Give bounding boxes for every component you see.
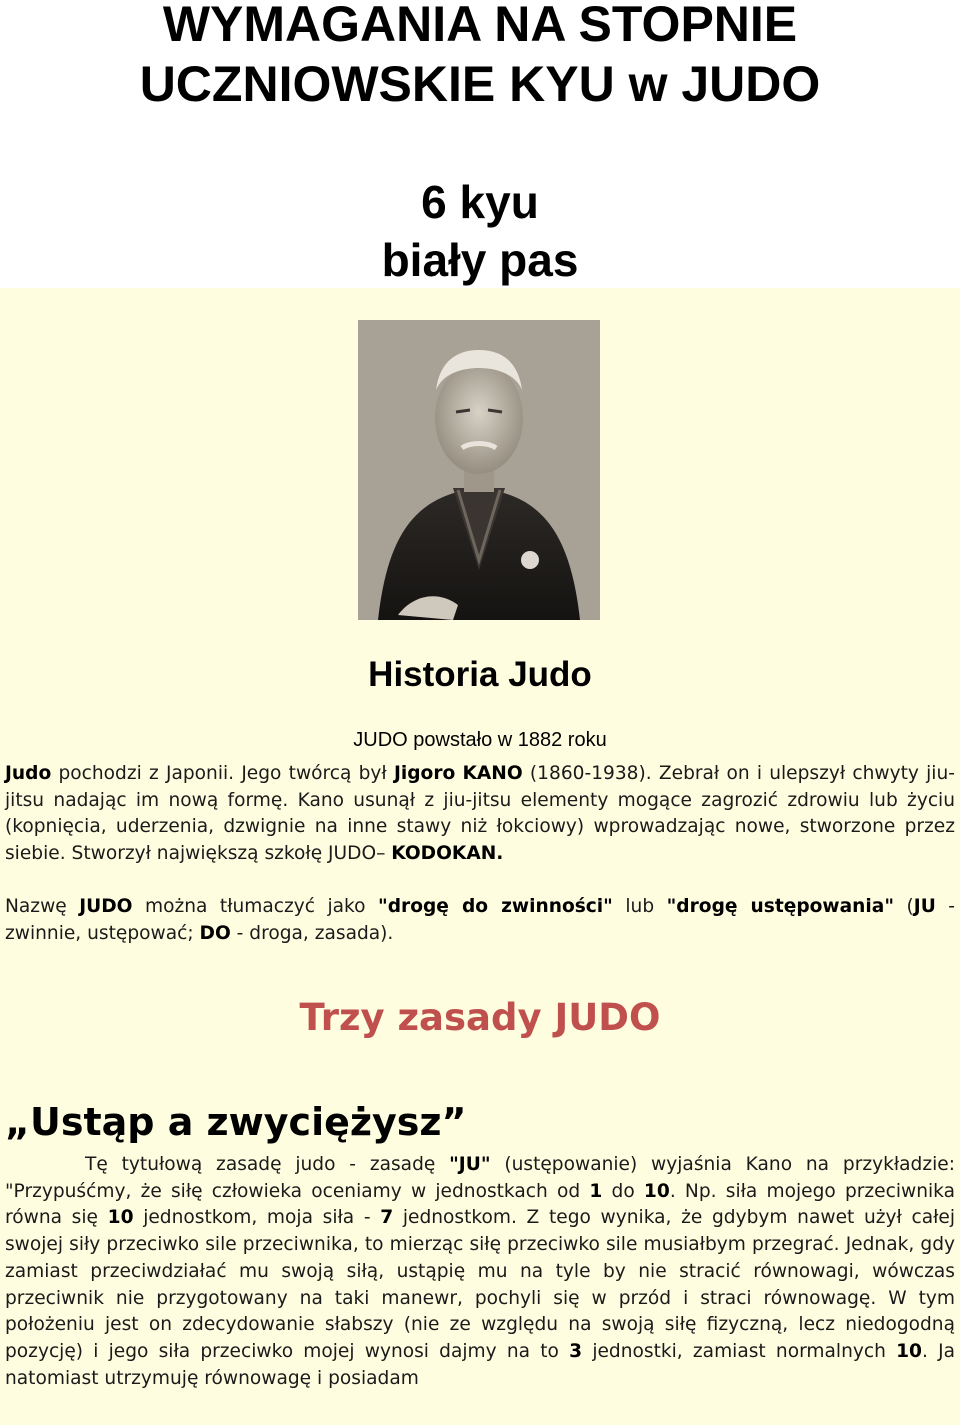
portrait-photo (358, 320, 600, 620)
bold-do: DO (199, 922, 231, 944)
bold-quote: "drogę ustępowania" (666, 896, 895, 917)
text-span: lub (612, 896, 667, 917)
text-span: pochodzi z Japonii. Jego twórcą był (51, 763, 394, 784)
bold-ju: JU (913, 896, 936, 917)
text-span: Tę tytułową zasadę judo - zasadę (85, 1154, 450, 1175)
text-span (455, 763, 462, 784)
history-heading: Historia Judo (368, 655, 592, 694)
text-span: (1860-1938). Zebrał on i ulepszył chwyty jiu-jitsu nadając im nową formę. Kano usunął z jiu-jitsu elementy mogące zagrozić zdrowiu lub życiu (kopnięcia, uderzenia, dzwignie na inne stawy niż łokciowy) wprowadzając nowe, stworzone przez siebie. Stworzył największą szkołę JUDO– (5, 763, 955, 865)
text-span: jednostkom. Z tego wynika, że gdybym nawet użył całej swojej siły przeciwko sile przeciwnika, to mierząc siłę przeciwko sile musiałbym przegrać. Jednak, gdy zamiast przeciwdziałać mu swoją siłą, ustąpię mu na tyle by nie stracić równowagi, wówczas przeciwnik nie przygotowany na taki manewr, pochyli się w przód i straci równowagę. W tym położeniu jest on zdecydowanie słabszy (nie ze względu na swoją siłę fizyczną, lecz niedogodną pozycję) i jego siła przeciwko mojej wynosi dajmy na to (5, 1207, 955, 1362)
bold-kano: KANO (462, 763, 523, 784)
text-span: można tłumaczyć jako (132, 896, 379, 917)
page-title-line2: UCZNIOWSKIE KYU w JUDO (139, 56, 821, 112)
portrait-icon (358, 320, 600, 620)
principles-heading: Trzy zasady JUDO (299, 996, 661, 1039)
bold-number: 10 (107, 1207, 134, 1229)
bold-quote: "drogę do zwinności" (378, 896, 613, 917)
bold-judo: Judo (5, 763, 52, 784)
bold-number: 10 (643, 1180, 670, 1202)
text-span: . Ja natomiast utrzymuję równowagę i posiadam (5, 1340, 955, 1389)
text-span: ( (894, 896, 914, 917)
text-span: - droga, zasada). (230, 922, 394, 944)
principle-subheading: „Ustąp a zwyciężysz” (5, 1100, 467, 1144)
bold-jigoro: Jigoro (393, 763, 456, 784)
belt-label: biały pas (381, 234, 579, 286)
principle-paragraph (5, 1152, 955, 1392)
text-span: (ustępowanie) wyjaśnia Kano na przykładzie: "Przypuśćmy, że siłę człowieka oceniamy w jednostkach od (5, 1154, 955, 1202)
text-span: - zwinnie, ustępować; (5, 896, 956, 944)
bold-ju: "JU" (449, 1154, 491, 1175)
text-span: do (602, 1180, 644, 1202)
bold-number: 3 (569, 1340, 583, 1362)
history-paragraph (5, 761, 955, 868)
bold-judo: JUDO (79, 896, 133, 917)
bold-number: 10 (896, 1340, 922, 1362)
grade-label: 6 kyu (421, 176, 539, 228)
bold-kodokan: KODOKAN. (391, 843, 504, 865)
founded-line: JUDO powstało w 1882 roku (353, 729, 607, 751)
bold-number: 7 (380, 1207, 394, 1229)
text-span: jednostkom, moja siła - (133, 1207, 381, 1229)
text-span: jednostki, zamiast normalnych (582, 1340, 897, 1362)
name-meaning-paragraph (5, 894, 955, 947)
bold-number: 1 (589, 1180, 603, 1202)
text-span: . Np. siła mojego przeciwnika równa się (5, 1180, 956, 1229)
page-title-line1: WYMAGANIA NA STOPNIE (162, 0, 798, 52)
text-span: Nazwę (5, 896, 80, 917)
